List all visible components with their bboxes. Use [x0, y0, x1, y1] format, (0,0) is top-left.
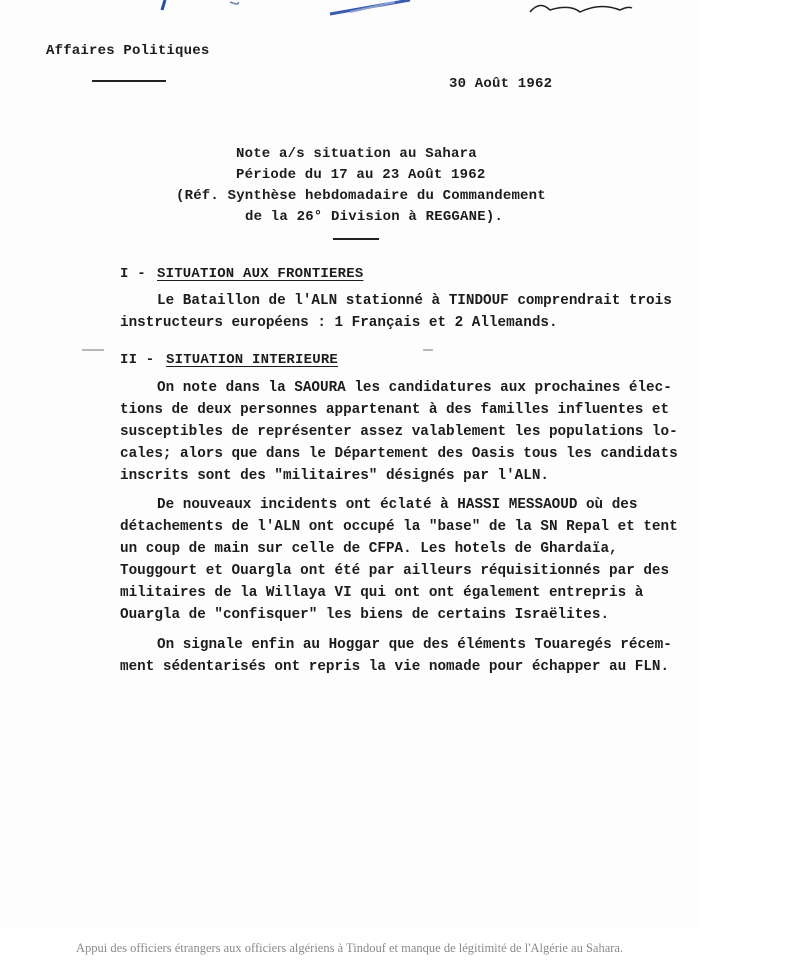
section-2-heading: SITUATION INTERIEURE — [166, 352, 339, 368]
paragraph-1-line: tions de deux personnes appartenant à des familles influentes et — [120, 402, 670, 418]
section-1-line: instructeurs européens : 1 Français et 2 Allemands. — [120, 315, 558, 331]
title-line-4: de la 26° Division à REGGANE). — [245, 209, 504, 225]
department-header: Affaires Politiques — [46, 43, 210, 59]
section-1-heading: SITUATION AUX FRONTIERES — [157, 266, 364, 282]
title-line-3: (Réf. Synthèse hebdomadaire du Commandement — [176, 188, 546, 204]
paragraph-1-line: On note dans la SAOURA les candidatures aux prochaines élec- — [157, 380, 672, 396]
paragraph-2-line: Ouargla de "confisquer" les biens de certains Israëlites. — [120, 607, 610, 623]
paragraph-1-line: susceptibles de représenter assez valablement les populations lo- — [120, 424, 678, 440]
paragraph-2-line: De nouveaux incidents ont éclaté à HASSI MESSAOUD où des — [157, 497, 638, 513]
paragraph-3-line: On signale enfin au Hoggar que des éléments Touaregés récem- — [157, 637, 672, 653]
section-1-number: I - — [120, 266, 146, 282]
section-1-line: Le Bataillon de l'ALN stationné à TINDOUF comprendrait trois — [157, 293, 672, 309]
header-underline — [92, 80, 166, 82]
paragraph-2-line: détachements de l'ALN ont occupé la "base" de la SN Repal et tent — [120, 519, 678, 535]
title-separator — [333, 238, 379, 240]
title-line-2: Période du 17 au 23 Août 1962 — [236, 167, 486, 183]
scan-mark — [423, 349, 433, 351]
paragraph-3-line: ment sédentarisés ont repris la vie nomade pour échapper au FLN. — [120, 659, 670, 675]
paragraph-2-line: Touggourt et Ouargla ont été par ailleurs réquisitionnés par des — [120, 563, 670, 579]
paragraph-2-line: un coup de main sur celle de CFPA. Les hotels de Ghardaïa, — [120, 541, 618, 557]
document-date: 30 Août 1962 — [449, 76, 553, 92]
paragraph-1-line: inscrits sont des "militaires" désignés par l'ALN. — [120, 468, 549, 484]
title-line-1: Note a/s situation au Sahara — [236, 146, 477, 162]
section-2-number: II - — [120, 352, 155, 368]
signature-strokes — [150, 0, 650, 20]
image-caption: Appui des officiers étrangers aux officiers algériens à Tindouf et manque de légitimité de l'Algérie au Sahara. — [76, 941, 624, 955]
paragraph-2-line: militaires de la Willaya VI qui ont ont également entrepris à — [120, 585, 644, 601]
scan-mark — [82, 349, 104, 351]
paragraph-1-line: cales; alors que dans le Département des Oasis tous les candidats — [120, 446, 678, 462]
